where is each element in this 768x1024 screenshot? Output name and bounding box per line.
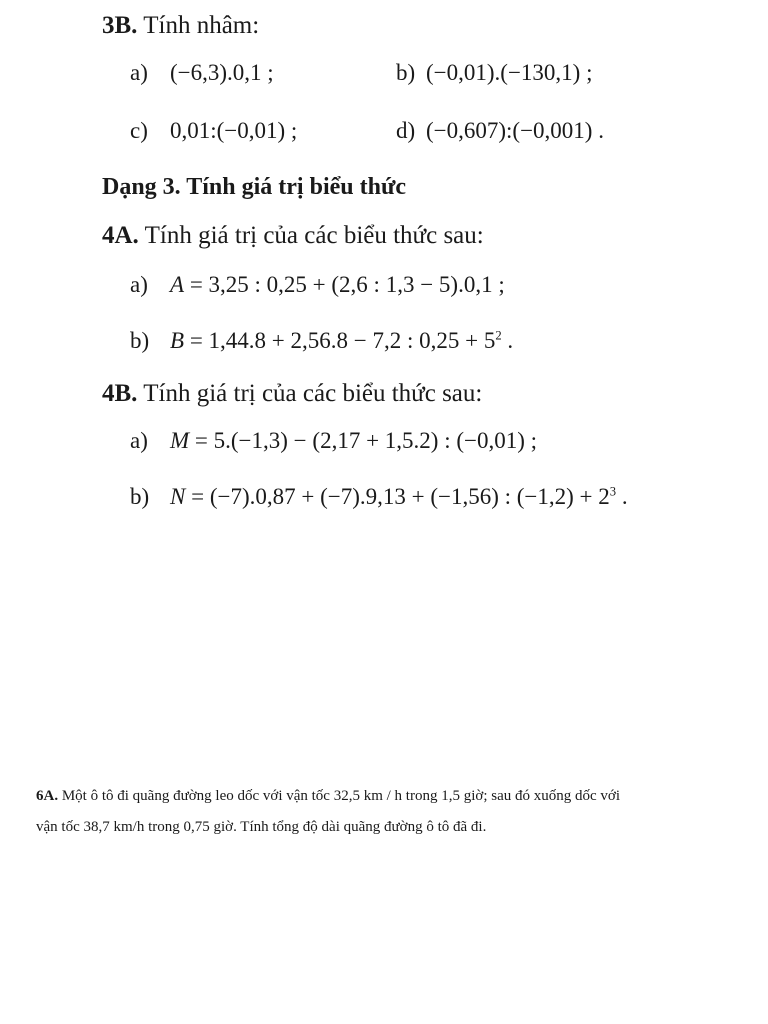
exercise-3b-item-b	[396, 60, 592, 86]
item-expression: (−0,607):(−0,001) .	[426, 118, 604, 143]
exercise-4b-item-b	[130, 484, 628, 510]
exercise-6a-label: 6A.	[36, 788, 59, 804]
exercise-3b-item-c	[130, 118, 297, 144]
item-end: .	[501, 328, 514, 353]
exercise-6a-text-1: Một ô tô đi quãng đường leo dốc với vận tốc 32,5 km / h trong 1,5 giờ; sau đó xuống dốc với	[58, 788, 620, 804]
item-expression: 0,01:(−0,01) ;	[170, 118, 298, 143]
exercise-4a-label: 4A.	[102, 222, 139, 249]
section-3-title: Dạng 3. Tính giá trị biểu thức	[102, 174, 407, 200]
item-tag: b)	[130, 328, 150, 353]
item-tag: a)	[130, 428, 148, 453]
item-end: .	[616, 484, 628, 509]
exercise-4a-heading	[102, 222, 484, 250]
item-tag: c)	[130, 118, 148, 143]
exercise-4b-title: Tính giá trị của các biểu thức sau:	[137, 380, 483, 407]
exercise-4b-label: 4B.	[102, 380, 138, 407]
item-expression: (−0,01).(−130,1) ;	[426, 60, 593, 85]
exercise-4b-item-a	[130, 428, 537, 454]
exercise-4a-item-b	[130, 328, 513, 354]
exercise-3b-heading	[102, 12, 259, 40]
exercise-3b-label: 3B.	[102, 12, 138, 39]
exercise-4a-title: Tính giá trị của các biểu thức sau:	[138, 222, 484, 249]
item-tag: b)	[396, 60, 416, 85]
variable-name: N	[170, 484, 186, 509]
item-tag: d)	[396, 118, 416, 143]
exercise-4a-item-a	[130, 272, 505, 298]
exercise-3b-title: Tính nhâm:	[137, 12, 260, 39]
exponent: 2	[495, 328, 502, 343]
item-expression: = (−7).0,87 + (−7).9,13 + (−1,56) : (−1,2) + 2	[185, 484, 610, 509]
item-expression: = 5.(−1,3) − (2,17 + 1,5.2) : (−0,01) ;	[189, 428, 538, 453]
item-expression: = 3,25 : 0,25 + (2,6 : 1,3 − 5).0,1 ;	[184, 272, 505, 297]
exponent: 3	[609, 484, 617, 499]
variable-name: A	[170, 272, 185, 297]
item-expression: (−6,3).0,1 ;	[170, 60, 274, 85]
variable-name: M	[170, 428, 190, 453]
variable-name: B	[170, 328, 185, 353]
item-tag: b)	[130, 484, 150, 509]
exercise-3b-item-d	[396, 118, 604, 144]
exercise-3b-item-a	[130, 60, 274, 86]
exercise-4b-heading	[102, 380, 482, 408]
exercise-6a-line-2: vận tốc 38,7 km/h trong 0,75 giờ. Tính tổng độ dài quãng đường ô tô đã đi.	[36, 819, 487, 835]
item-tag: a)	[130, 272, 148, 297]
exercise-6a-line-1	[36, 787, 620, 805]
item-expression: = 1,44.8 + 2,56.8 − 7,2 : 0,25 + 5	[184, 328, 496, 353]
item-tag: a)	[130, 60, 148, 85]
